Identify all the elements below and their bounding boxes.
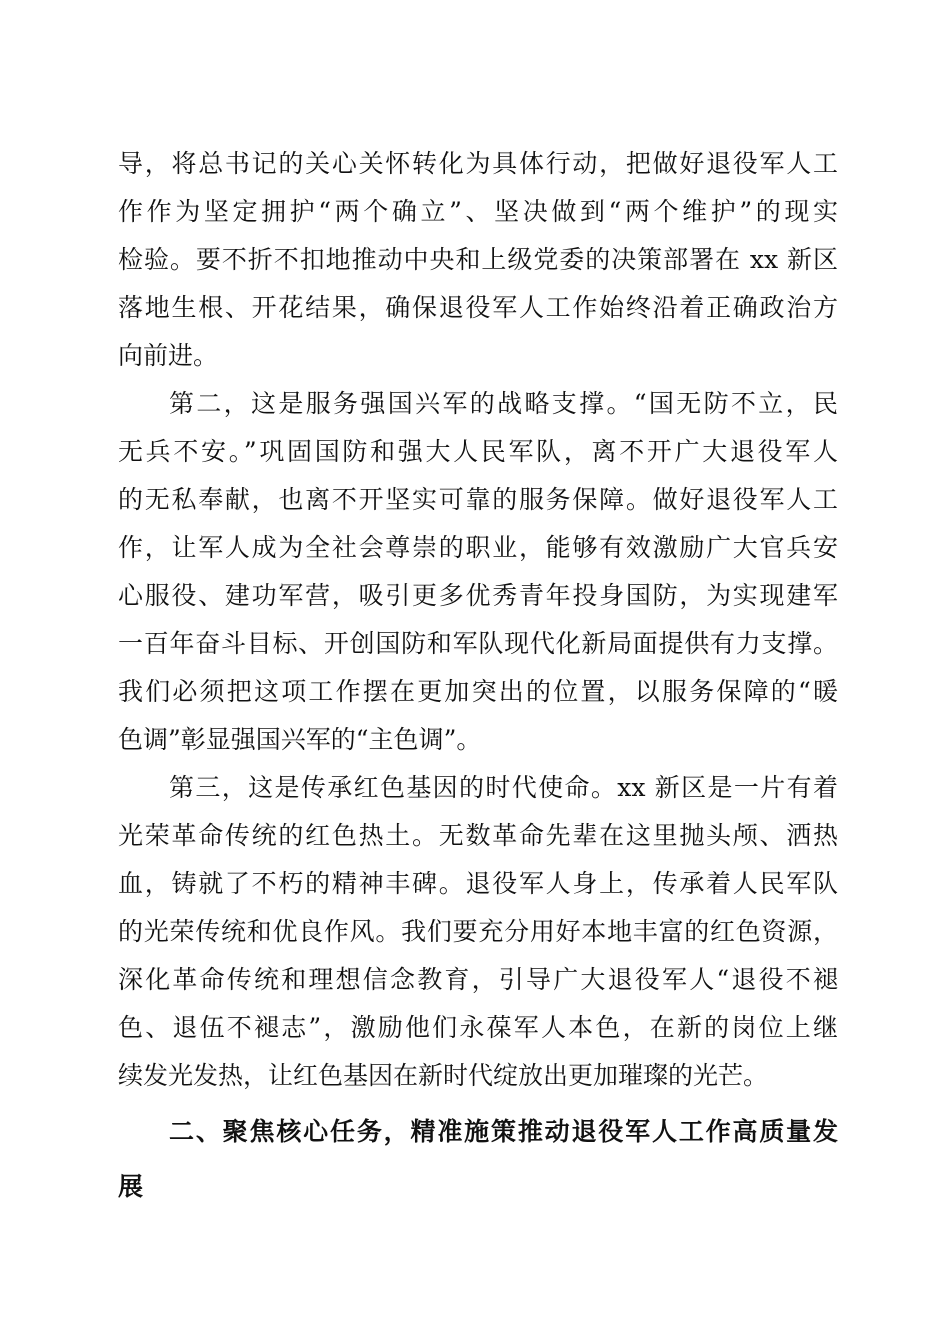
text-line: 向前进。 [118, 341, 219, 370]
text-line: 无兵不安。”巩固国防和强大人民军队，离不开广大退役军人 [118, 437, 838, 466]
text-line: 光荣革命传统的红色热土。无数革命先辈在这里抛头颅、洒热 [118, 821, 838, 850]
heading-line: 二、聚焦核心任务，精准施策推动退役军人工作高质量发 [169, 1117, 838, 1146]
heading-line: 展 [118, 1172, 144, 1201]
text-line: 我们必须把这项工作摆在更加突出的位置，以服务保障的“暖 [118, 677, 838, 706]
text-line: 血，铸就了不朽的精神丰碑。退役军人身上，传承着人民军队 [118, 869, 838, 898]
paragraph-second-point [118, 380, 838, 764]
text-line: 导，将总书记的关心关怀转化为具体行动，把做好退役军人工 [118, 149, 838, 178]
text-line: 的光荣传统和优良作风。我们要充分用好本地丰富的红色资源， [118, 917, 838, 946]
text-line: 落地生根、开花结果，确保退役军人工作始终沿着正确政治方 [118, 293, 838, 322]
text-line: 心服役、建功军营，吸引更多优秀青年投身国防，为实现建军 [118, 581, 838, 610]
text-line: 一百年奋斗目标、开创国防和军队现代化新局面提供有力支撑。 [118, 629, 838, 658]
text-line: 第二，这是服务强国兴军的战略支撑。“国无防不立，民 [169, 389, 838, 418]
text-line: 色调”彰显强国兴军的“主色调”。 [118, 725, 482, 754]
section-heading-2 [118, 1104, 838, 1214]
text-line: 续发光发热，让红色基因在新时代绽放出更加璀璨的光芒。 [118, 1061, 769, 1090]
document-body [118, 140, 838, 1214]
paragraph-third-point [118, 764, 838, 1100]
text-line: 作，让军人成为全社会尊崇的职业，能够有效激励广大官兵安 [118, 533, 838, 562]
text-line: 检验。要不折不扣地推动中央和上级党委的决策部署在 xx 新区 [118, 245, 838, 274]
text-line: 第三，这是传承红色基因的时代使命。xx 新区是一片有着 [169, 773, 838, 802]
text-line: 作作为坚定拥护“两个确立”、坚决做到“两个维护”的现实 [118, 197, 838, 226]
paragraph-continued [118, 140, 838, 380]
text-line: 色、退伍不褪志”，激励他们永葆军人本色，在新的岗位上继 [118, 1013, 838, 1042]
text-line: 深化革命传统和理想信念教育，引导广大退役军人“退役不褪 [118, 965, 838, 994]
text-line: 的无私奉献，也离不开坚实可靠的服务保障。做好退役军人工 [118, 485, 838, 514]
